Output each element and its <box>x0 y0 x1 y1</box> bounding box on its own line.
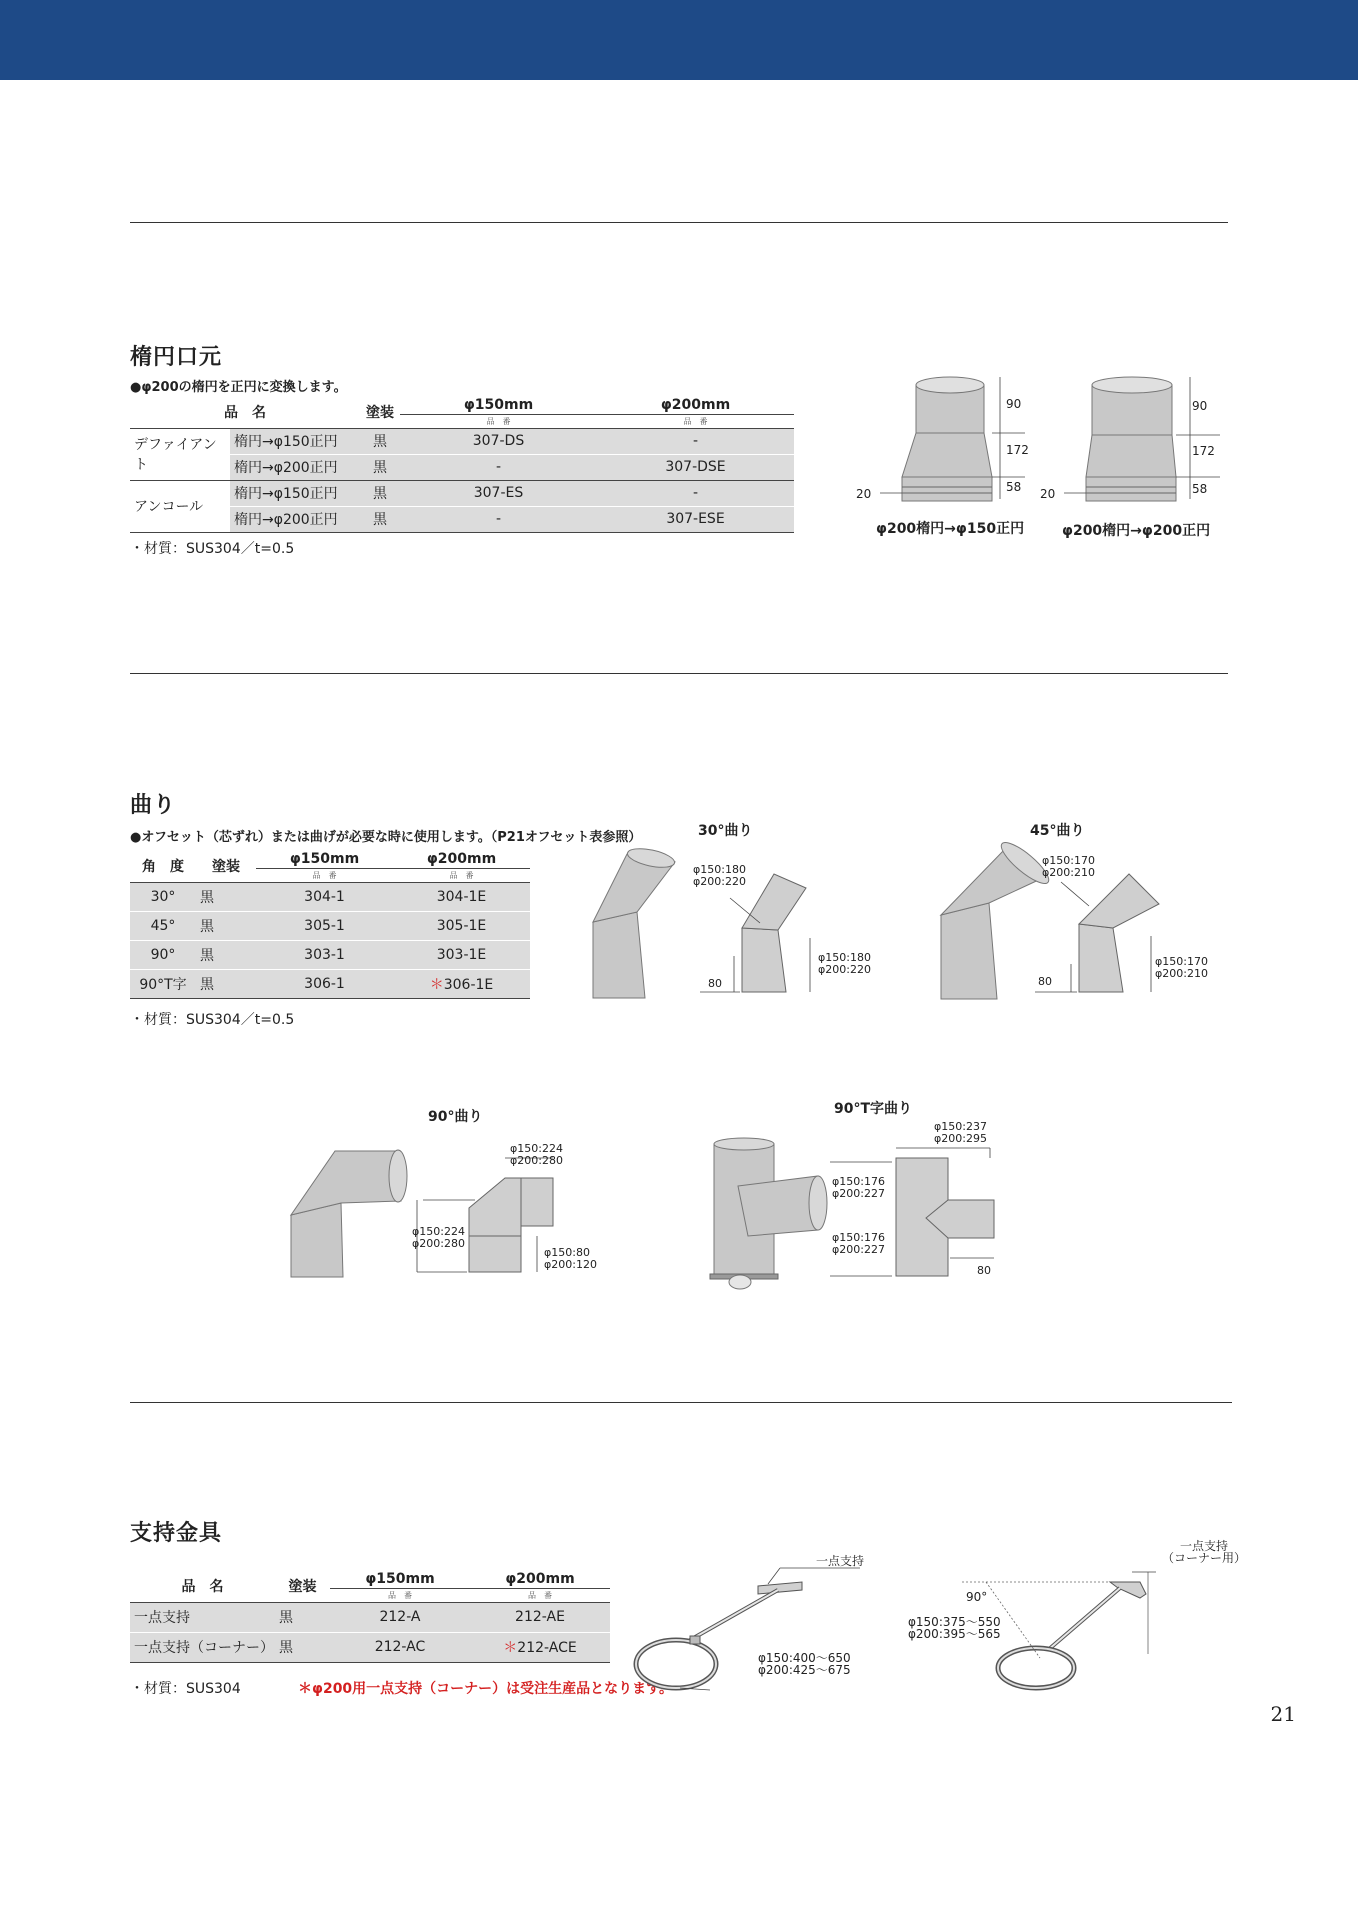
oval-to-150-diagram <box>850 375 1030 505</box>
diagram-caption: φ200楕円→φ150正円 <box>876 521 1025 537</box>
elbow-table <box>130 850 530 999</box>
dim-label: φ150:375〜550 φ200:395〜565 <box>908 1615 1001 1641</box>
col-subheader: 品 番 <box>400 414 597 428</box>
diagram-caption: φ200楕円→φ200正円 <box>1062 523 1211 539</box>
dim-label: 80 <box>1038 975 1052 988</box>
col-header-paint: 塗装 <box>275 1570 330 1602</box>
cell-code-200: 307-DSE <box>597 454 794 480</box>
cell-code-150: 307-DS <box>400 428 597 454</box>
col-header-150: φ150mm <box>330 1570 470 1588</box>
dim-label: φ150:170 φ200:210 <box>1155 955 1208 980</box>
dim-label: φ150:80 φ200:120 <box>544 1246 597 1271</box>
table-row <box>130 940 530 969</box>
col-header-200: φ200mm <box>597 396 794 414</box>
cell-paint: 黒 <box>360 454 400 480</box>
col-header-name: 品 名 <box>130 1570 275 1602</box>
col-header-paint: 塗装 <box>196 850 256 882</box>
dim-label: φ150:237 φ200:295 <box>934 1120 987 1145</box>
col-header-200: φ200mm <box>470 1570 610 1588</box>
cell-name: 楕円→φ150正円 <box>230 428 360 454</box>
header-bar <box>0 0 1358 80</box>
cell-name: 楕円→φ150正円 <box>230 480 360 506</box>
cell-code-200 <box>470 1602 610 1632</box>
elbow-30-illustration <box>585 850 705 1002</box>
cell-angle: 90°T字 <box>130 969 196 998</box>
dim-label: φ150:176 φ200:227 <box>832 1231 885 1256</box>
cell-code-200 <box>393 940 530 969</box>
table-row <box>130 1602 610 1632</box>
cell-code-150: 307-ES <box>400 480 597 506</box>
code-text: 212-AE <box>515 1609 565 1625</box>
dim-label: φ150:170 φ200:210 <box>1042 854 1095 879</box>
code-text: 306-1E <box>443 976 494 993</box>
cell-code-150: 212-AC <box>330 1632 470 1662</box>
section-divider <box>130 673 1228 674</box>
support-table <box>130 1570 610 1663</box>
asterisk-mark: ＊ <box>503 1640 518 1656</box>
section-divider <box>130 222 1228 223</box>
section-note: ●φ200の楕円を正円に変換します。 <box>130 380 347 395</box>
cell-paint: 黒 <box>200 889 214 906</box>
elbow-45-drawing <box>1035 870 1200 1000</box>
dim-label: φ150:180 φ200:220 <box>818 951 871 976</box>
col-header-150: φ150mm <box>400 396 597 414</box>
dim-label: 80 <box>708 977 722 990</box>
table-row <box>130 882 530 911</box>
cell-code-200 <box>393 969 530 998</box>
cell-name: 一点支持（コーナー） <box>130 1632 275 1662</box>
col-header-paint: 塗装 <box>360 396 400 428</box>
table-row <box>130 1632 610 1662</box>
angle-label: 90° <box>966 1590 988 1604</box>
table-row <box>130 969 530 998</box>
page-number: 21 <box>1270 1702 1296 1726</box>
cell-code-150: 304-1 <box>304 888 345 905</box>
col-header-name: 品 名 <box>130 396 360 428</box>
section-title: 曲り <box>130 793 177 818</box>
code-text: 304-1E <box>436 888 487 905</box>
col-header-150: φ150mm <box>256 850 393 868</box>
cell-name: 楕円→φ200正円 <box>230 506 360 532</box>
cell-paint: 黒 <box>360 480 400 506</box>
table-row <box>130 480 794 506</box>
dim-label: 20 <box>1040 487 1056 501</box>
group-label: アンコール <box>130 480 230 532</box>
cell-code-200: 307-ESE <box>597 506 794 532</box>
section-title: 支持金具 <box>130 1521 223 1546</box>
section-divider <box>130 1402 1232 1403</box>
code-text: 303-1E <box>436 946 487 963</box>
bracket-label: 一点支持 <box>816 1554 865 1568</box>
dim-label: φ150:400〜650 φ200:425〜675 <box>758 1651 851 1677</box>
dim-label: 58 <box>1192 482 1208 496</box>
dim-label: φ150:176 φ200:227 <box>832 1175 885 1200</box>
col-subheader: 品 番 <box>597 414 794 428</box>
cell-code-200 <box>393 882 530 911</box>
cell-angle: 45° <box>130 911 196 940</box>
col-header-angle: 角 度 <box>130 850 196 882</box>
cell-name: 楕円→φ200正円 <box>230 454 360 480</box>
cell-angle: 90° <box>130 940 196 969</box>
cell-code-200 <box>470 1632 610 1662</box>
dim-label: φ150:180 φ200:220 <box>693 863 746 888</box>
table-row <box>130 454 794 480</box>
dim-label: 90 <box>1192 399 1208 413</box>
table-row <box>130 911 530 940</box>
col-subheader: 品 番 <box>330 1588 470 1602</box>
code-text: 305-1E <box>436 917 487 934</box>
table-row <box>130 506 794 532</box>
dim-label: 90 <box>1006 397 1022 411</box>
cell-code-150: - <box>400 506 597 532</box>
cell-paint: 黒 <box>196 940 256 969</box>
cell-code-150: 306-1 <box>256 969 393 998</box>
section-note: ●オフセット（芯ずれ）または曲げが必要な時に使用します。（P21オフセット表参照） <box>130 830 642 845</box>
tee-90-illustration <box>708 1140 833 1290</box>
col-subheader: 品 番 <box>470 1588 610 1602</box>
cell-angle: 30° <box>150 888 176 905</box>
col-subheader: 品 番 <box>393 868 530 882</box>
dim-label: 172 <box>1006 443 1029 457</box>
group-label: デファイアント <box>130 428 230 480</box>
dim-label: 58 <box>1006 480 1022 494</box>
col-header-200: φ200mm <box>393 850 530 868</box>
section-title: 楕円口元 <box>130 345 223 370</box>
oval-adapter-table <box>130 396 794 533</box>
dim-label: φ150:224 φ200:280 <box>412 1225 465 1250</box>
dim-label: 80 <box>977 1264 991 1277</box>
support-bracket-illustration <box>630 1560 870 1700</box>
cell-code-200: - <box>597 428 794 454</box>
cell-paint: 黒 <box>360 506 400 532</box>
cell-paint: 黒 <box>196 969 256 998</box>
diagram-title: 30°曲り <box>698 823 753 839</box>
cell-name: 一点支持 <box>134 1610 190 1626</box>
cell-code-150: 305-1 <box>256 911 393 940</box>
material-note: ・材質：SUS304 <box>130 1681 241 1697</box>
diagram-title: 90°T字曲り <box>834 1101 913 1117</box>
asterisk-mark: ＊ <box>429 976 444 993</box>
cell-paint: 黒 <box>275 1632 330 1662</box>
cell-paint: 黒 <box>279 1610 293 1626</box>
diagram-title: 90°曲り <box>428 1109 483 1125</box>
code-text: 212-ACE <box>517 1640 577 1656</box>
dim-label: 172 <box>1192 444 1215 458</box>
dim-label: 20 <box>856 487 872 501</box>
col-subheader: 品 番 <box>256 868 393 882</box>
material-note: ・材質：SUS304／t=0.5 <box>130 1012 295 1028</box>
cell-code-150: 303-1 <box>256 940 393 969</box>
cell-code-200 <box>393 911 530 940</box>
bracket-label: 一点支持 （コーナー用） <box>1162 1539 1247 1565</box>
cell-code-150: 212-A <box>379 1609 421 1625</box>
remark-note: ＊φ200用一点支持（コーナー）は受注生産品となります。 <box>298 1681 674 1697</box>
cell-code-200: - <box>597 480 794 506</box>
elbow-90-illustration <box>285 1145 410 1280</box>
cell-paint: 黒 <box>360 428 400 454</box>
cell-paint: 黒 <box>196 911 256 940</box>
cell-code-150: - <box>400 454 597 480</box>
material-note: ・材質：SUS304／t=0.5 <box>130 541 295 557</box>
table-row <box>130 428 794 454</box>
dim-label: φ150:224 φ200:280 <box>510 1142 563 1167</box>
diagram-title: 45°曲り <box>1030 823 1085 839</box>
